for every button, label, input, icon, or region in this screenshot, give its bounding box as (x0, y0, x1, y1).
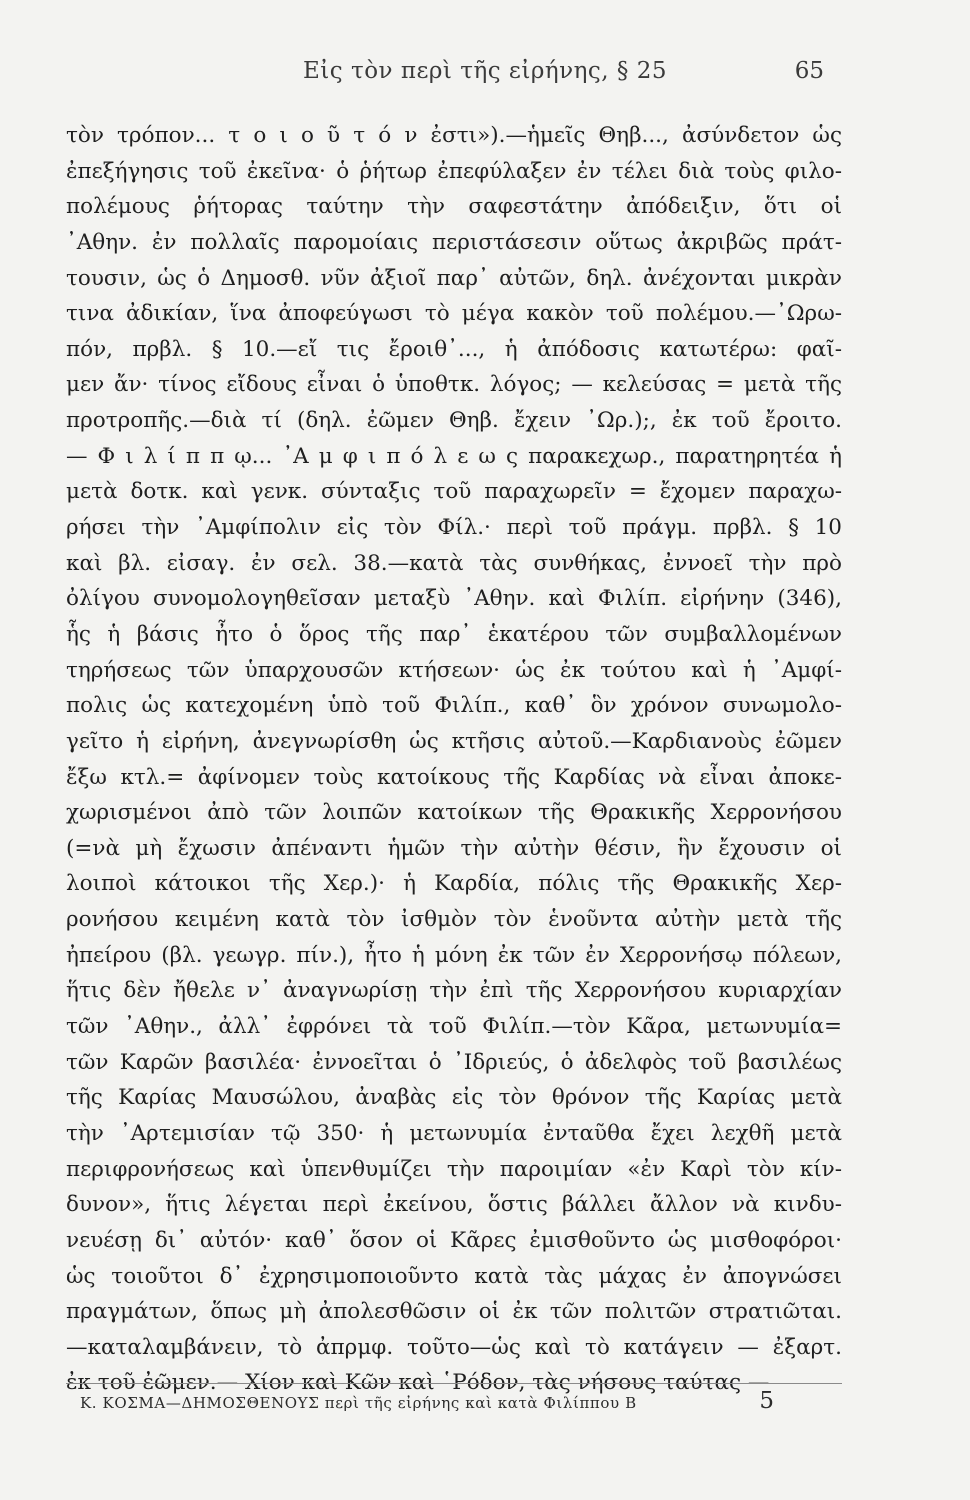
text-line: ἠπείρου (βλ. γεωγρ. πίν.), ἦτο ἡ μόνη ἐκ τῶν ἐν Χερρονήσῳ πόλεων, (66, 942, 842, 968)
text-line: μετὰ δοτκ. καὶ γενκ. σύνταξις τοῦ παραχωρεῖν = ἔχομεν παραχω- (66, 479, 842, 505)
text-line: πολις ὡς κατεχομένη ὑπὸ τοῦ Φιλίπ., καθ᾿ ὃν χρόνον συνωμολο- (66, 693, 842, 719)
printer-signature: Κ. ΚΟΣΜΑ—ΔΗΜΟΣΘΕΝΟΥΣ περὶ τῆς εἰρήνης καὶ κατὰ Φιλίππου Β (80, 1394, 637, 1412)
text-line: ἧς ἡ βάσις ἦτο ὁ ὅρος τῆς παρ᾿ ἑκατέρου τῶν συμβαλλομένων (66, 621, 842, 647)
text-line: πραγμάτων, ὅπως μὴ ἀπολεσθῶσιν οἱ ἐκ τῶν πολιτῶν στρατιῶται. (66, 1299, 842, 1325)
sheet-number: 5 (759, 1388, 774, 1414)
text-line: χωρισμένοι ἀπὸ τῶν λοιπῶν κατοίκων τῆς Θρακικῆς Χερρονήσου (66, 800, 842, 826)
text-line: ἐκ τοῦ ἐῶμεν.— Χίον καὶ Κῶν καὶ ῾Ρόδον, τὰς νήσους ταύτας — (66, 1370, 770, 1396)
text-line: τὸν τρόπον... τ ο ι ο ῦ τ ό ν ἐστι»).—ἡμεῖς Θηβ..., ἀσύνδετον ὡς (66, 123, 842, 148)
running-head: Εἰς τὸν περὶ τῆς εἰρήνης, § 25 (302, 58, 668, 84)
text-line: (=νὰ μὴ ἔχωσιν ἀπέναντι ἡμῶν τὴν αὐτὴν θέσιν, ἣν ἔχουσιν οἱ (66, 835, 842, 861)
text-line: τουσιν, ὡς ὁ Δημοσθ. νῦν ἀξιοῖ παρ᾿ αὐτῶν, δηλ. ἀνέχονται μικρὰν (66, 265, 842, 291)
page-header (0, 58, 970, 98)
text-line: λοιποὶ κάτοικοι τῆς Χερ.)· ἡ Καρδία, πόλις τῆς Θρακικῆς Χερ- (66, 871, 842, 897)
text-line: ρονήσου κειμένη κατὰ τὸν ἰσθμὸν τὸν ἑνοῦντα αὐτὴν μετὰ τῆς (66, 907, 842, 933)
text-line: γεῖτο ἡ εἰρήνη, ἀνεγνωρίσθη ὡς κτῆσις αὐτοῦ.—Καρδιανοὺς ἐῶμεν (66, 728, 842, 754)
page-number: 65 (794, 58, 824, 84)
text-line: ᾿Αθην. ἐν πολλαῖς παρομοίαις περιστάσεσιν οὕτως ἀκριβῶς πράτ- (66, 229, 842, 255)
text-line: καὶ βλ. εἰσαγ. ἐν σελ. 38.—κατὰ τὰς συνθήκας, ἐννοεῖ τὴν πρὸ (66, 550, 842, 576)
text-line: τῶν ᾿Αθην., ἀλλ᾿ ἐφρόνει τὰ τοῦ Φιλίπ.—τὸν Κᾶρα, μετωνυμία= (66, 1014, 842, 1040)
text-line: περιφρονήσεως καὶ ὑπενθυμίζει τὴν παροιμίαν «ἐν Καρὶ τὸν κίν- (66, 1156, 842, 1182)
text-line: ἥτις δὲν ἤθελε ν᾿ ἀναγνωρίσῃ τὴν ἐπὶ τῆς Χερρονήσου κυριαρχίαν (66, 978, 842, 1004)
text-line: τῶν Καρῶν βασιλέα· ἐννοεῖται ὁ ᾿Ιδριεύς, ὁ ἀδελφὸς τοῦ βασιλέως (66, 1049, 842, 1075)
text-line: τηρήσεως τῶν ὑπαρχουσῶν κτήσεων· ὡς ἐκ τούτου καὶ ἡ ᾿Αμφί- (66, 657, 842, 683)
text-line: πόν, πρβλ. § 10.—εἴ τις ἔροιθ᾿..., ἡ ἀπόδοσις κατωτέρω: φαῖ- (66, 336, 842, 362)
text-line: τὴν ᾿Αρτεμισίαν τῷ 350· ἡ μετωνυμία ἐνταῦθα ἔχει λεχθῆ μετὰ (66, 1120, 842, 1146)
text-line: πολέμους ῥήτορας ταύτην τὴν σαφεστάτην ἀπόδειξιν, ὅτι οἱ (66, 194, 842, 220)
text-line: τῆς Καρίας Μαυσώλου, ἀναβὰς εἰς τὸν θρόνον τῆς Καρίας μετὰ (66, 1085, 842, 1111)
text-line: ὡς τοιοῦτοι δ᾿ ἐχρησιμοποιοῦντο κατὰ τὰς μάχας ἐν ἀπογνώσει (66, 1263, 842, 1289)
text-line: — Φ ι λ ί π π ῳ... ᾿Α μ φ ι π ό λ ε ω ς παρακεχωρ., παρατηρητέα ἡ (66, 443, 842, 469)
text-line: ὀλίγου συνομολογηθεῖσαν μεταξὺ ᾿Αθην. καὶ Φιλίπ. εἰρήνην (346), (66, 586, 842, 612)
text-line: νευέσῃ δι᾿ αὐτόν· καθ᾿ ὅσον οἱ Κᾶρες ἐμισθοῦντο ὡς μισθοφόροι· (66, 1227, 842, 1253)
text-line: δυνον», ἥτις λέγεται περὶ ἐκείνου, ὅστις βάλλει ἄλλον νὰ κινδυ- (66, 1192, 842, 1218)
page-footer (66, 1383, 842, 1424)
text-line: —καταλαμβάνειν, τὸ ἀπρμφ. τοῦτο—ὡς καὶ τὸ κατάγειν — ἐξαρτ. (66, 1334, 842, 1360)
text-line: ἔξω κτλ.= ἀφίνομεν τοὺς κατοίκους τῆς Καρδίας νὰ εἶναι ἀποκε- (66, 764, 842, 790)
text-line: τινα ἀδικίαν, ἵνα ἀποφεύγωσι τὸ μέγα κακὸν τοῦ πολέμου.—᾿Ωρω- (66, 301, 842, 327)
text-line: ἐπεξήγησις τοῦ ἐκεῖνα· ὁ ῥήτωρ ἐπεφύλαξεν ἐν τέλει διὰ τοὺς φιλο- (66, 158, 842, 184)
text-line: προτροπῆς.—διὰ τί (δηλ. ἐῶμεν Θηβ. ἔχειν ᾿Ωρ.);, ἐκ τοῦ ἔροιτο. (66, 408, 842, 434)
text-line: ρήσει τὴν ᾿Αμφίπολιν εἰς τὸν Φίλ.· περὶ τοῦ πράγμ. πρβλ. § 10 (66, 515, 842, 541)
commentary-text (66, 118, 842, 1401)
text-line: μεν ἄν· τίνος εἴδους εἶναι ὁ ὑποθτκ. λόγος; — κελεύσας = μετὰ τῆς (66, 372, 842, 398)
